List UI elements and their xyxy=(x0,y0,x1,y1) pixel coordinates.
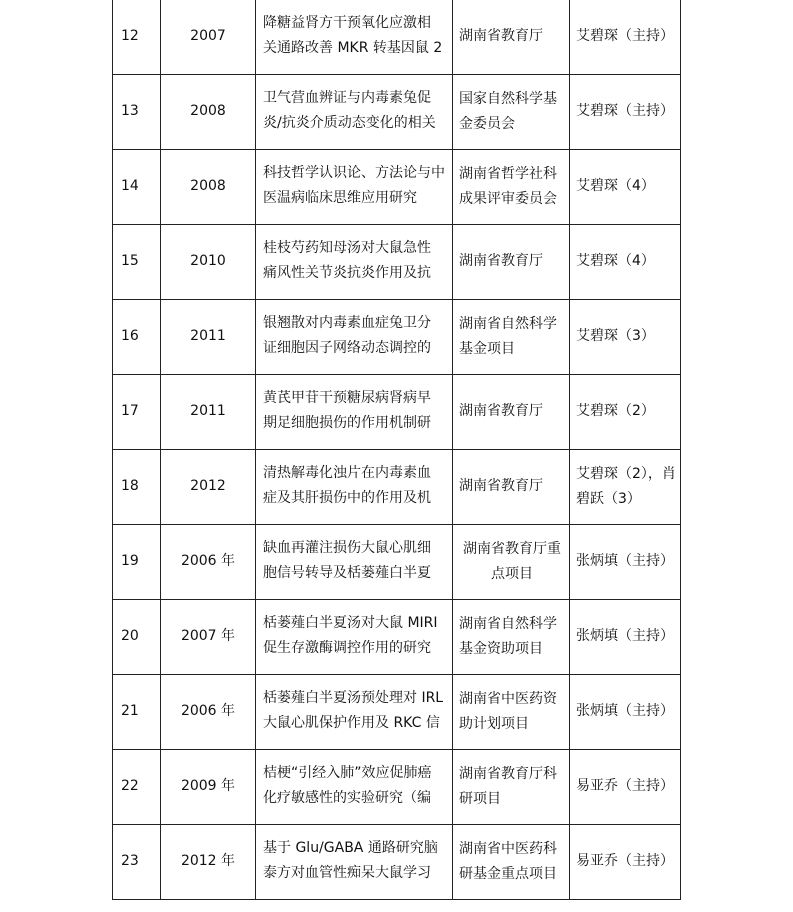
participant-text: 易亚乔（主持） xyxy=(576,778,674,794)
project-title-line: 关通路改善 MKR 转基因鼠 2 xyxy=(263,40,443,56)
cell-year: 2012 xyxy=(161,449,256,524)
table-row xyxy=(113,149,681,224)
project-title-line: 缺血再灌注损伤大鼠心肌细 xyxy=(263,539,431,556)
cell-participant xyxy=(570,224,681,299)
project-title-line: 促生存激酶调控作用的研究 xyxy=(263,639,431,656)
cell-number: 22 xyxy=(113,749,161,824)
cell-participant xyxy=(570,749,681,824)
project-title-line: 泰方对血管性痴呆大鼠学习 xyxy=(263,864,431,881)
cell-year: 2006 年 xyxy=(161,674,256,749)
project-title-line: 痛风性关节炎抗炎作用及抗 xyxy=(263,264,431,281)
table-row xyxy=(113,524,681,599)
cell-year: 2012 年 xyxy=(161,824,256,899)
cell-year: 2011 xyxy=(161,374,256,449)
table-row xyxy=(113,449,681,524)
funding-source-text: 湖南省中医药资助计划项目 xyxy=(459,690,557,732)
cell-number: 12 xyxy=(113,0,161,74)
cell-year: 2009 年 xyxy=(161,749,256,824)
cell-funding-source xyxy=(453,0,570,74)
cell-project-title xyxy=(256,224,453,299)
participant-text: 易亚乔（主持） xyxy=(576,853,674,869)
funding-source-text: 湖南省教育厅科研项目 xyxy=(459,765,557,807)
project-title-line: 桂枝芍药知母汤对大鼠急性 xyxy=(263,239,431,256)
participant-text: 艾碧琛（2） xyxy=(576,403,655,419)
project-title-line: 栝蒌薤白半夏汤对大鼠 MIRI xyxy=(263,614,438,631)
project-title-line: 胞信号转导及栝蒌薤白半夏 xyxy=(263,564,431,581)
cell-project-title xyxy=(256,74,453,149)
cell-project-title xyxy=(256,824,453,899)
cell-funding-source xyxy=(453,449,570,524)
cell-project-title xyxy=(256,299,453,374)
cell-participant xyxy=(570,74,681,149)
cell-number: 14 xyxy=(113,149,161,224)
cell-funding-source xyxy=(453,824,570,899)
cell-funding-source xyxy=(453,149,570,224)
funding-source-text: 湖南省教育厅重点项目 xyxy=(463,540,561,582)
table-row xyxy=(113,674,681,749)
cell-project-title xyxy=(256,0,453,74)
cell-year: 2008 xyxy=(161,74,256,149)
cell-project-title xyxy=(256,449,453,524)
project-title-line: 科技哲学认识论、方法论与中 xyxy=(263,164,445,181)
table-row xyxy=(113,749,681,824)
funding-source-text: 国家自然科学基金委员会 xyxy=(459,90,557,132)
cell-project-title xyxy=(256,674,453,749)
cell-participant xyxy=(570,374,681,449)
funding-source-text: 湖南省教育厅 xyxy=(459,253,543,269)
table-row xyxy=(113,824,681,899)
cell-number: 19 xyxy=(113,524,161,599)
project-title-line: 大鼠心肌保护作用及 RKC 信 xyxy=(263,714,440,731)
cell-funding-source xyxy=(453,599,570,674)
funding-source-text: 湖南省教育厅 xyxy=(459,28,543,45)
table-row xyxy=(113,0,681,74)
cell-year: 2007 年 xyxy=(161,599,256,674)
table-row xyxy=(113,224,681,299)
project-title-line: 化疗敏感性的实验研究（编 xyxy=(263,789,431,806)
participant-text: 艾碧琛（4） xyxy=(576,178,655,194)
project-title-line: 银翘散对内毒素血症兔卫分 xyxy=(263,314,431,331)
cell-participant xyxy=(570,599,681,674)
participant-text: 艾碧琛（3） xyxy=(576,328,655,344)
cell-funding-source xyxy=(453,749,570,824)
project-title-line: 证细胞因子网络动态调控的 xyxy=(263,339,431,356)
cell-number: 21 xyxy=(113,674,161,749)
cell-number: 23 xyxy=(113,824,161,899)
project-table xyxy=(112,0,681,900)
participant-text: 艾碧琛（4） xyxy=(576,253,655,269)
cell-number: 15 xyxy=(113,224,161,299)
project-title-line: 医温病临床思维应用研究 xyxy=(263,189,417,206)
participant-text: 张炳填（主持） xyxy=(576,628,674,644)
project-title-line: 栝蒌薤白半夏汤预处理对 IRL xyxy=(263,689,444,706)
cell-number: 18 xyxy=(113,449,161,524)
cell-participant xyxy=(570,674,681,749)
project-title-line: 降糖益肾方干预氧化应激相 xyxy=(263,15,431,31)
table-row xyxy=(113,74,681,149)
participant-text: 艾碧琛（主持） xyxy=(576,103,674,119)
cell-year: 2010 xyxy=(161,224,256,299)
cell-year: 2008 xyxy=(161,149,256,224)
table-row xyxy=(113,599,681,674)
cell-number: 13 xyxy=(113,74,161,149)
cell-number: 17 xyxy=(113,374,161,449)
participant-text: 艾碧琛（2），肖碧跃（3） xyxy=(576,465,676,507)
cell-funding-source xyxy=(453,524,570,599)
cell-number: 16 xyxy=(113,299,161,374)
project-title-line: 黄芪甲苷干预糖尿病肾病早 xyxy=(263,389,431,406)
cell-project-title xyxy=(256,749,453,824)
funding-source-text: 湖南省哲学社科成果评审委员会 xyxy=(459,165,557,207)
funding-source-text: 湖南省自然科学基金项目 xyxy=(459,315,557,357)
cell-funding-source xyxy=(453,74,570,149)
cell-participant xyxy=(570,0,681,74)
project-title-line: 桔梗“引经入肺”效应促肺癌 xyxy=(263,764,432,781)
funding-source-text: 湖南省教育厅 xyxy=(459,403,543,419)
cell-funding-source xyxy=(453,674,570,749)
cell-participant xyxy=(570,824,681,899)
cell-funding-source xyxy=(453,374,570,449)
cell-number: 20 xyxy=(113,599,161,674)
participant-text: 张炳填（主持） xyxy=(576,703,674,719)
participant-text: 张炳填（主持） xyxy=(576,553,674,569)
cell-project-title xyxy=(256,524,453,599)
cell-participant xyxy=(570,524,681,599)
project-title-line: 卫气营血辨证与内毒素兔促 xyxy=(263,89,431,106)
cell-project-title xyxy=(256,599,453,674)
cell-participant xyxy=(570,299,681,374)
table-row xyxy=(113,299,681,374)
project-title-line: 期足细胞损伤的作用机制研 xyxy=(263,414,431,431)
cell-participant xyxy=(570,449,681,524)
funding-source-text: 湖南省中医药科研基金重点项目 xyxy=(459,840,557,882)
project-title-line: 炎/抗炎介质动态变化的相关 xyxy=(263,114,436,131)
cell-funding-source xyxy=(453,224,570,299)
cell-year: 2007 xyxy=(161,0,256,74)
funding-source-text: 湖南省教育厅 xyxy=(459,478,543,494)
cell-project-title xyxy=(256,374,453,449)
participant-text: 艾碧琛（主持） xyxy=(576,28,674,45)
cell-participant xyxy=(570,149,681,224)
table-row xyxy=(113,374,681,449)
cell-year: 2011 xyxy=(161,299,256,374)
cell-project-title xyxy=(256,149,453,224)
project-title-line: 清热解毒化浊片在内毒素血 xyxy=(263,464,431,481)
project-title-line: 基于 Glu/GABA 通路研究脑 xyxy=(263,839,438,856)
cell-year: 2006 年 xyxy=(161,524,256,599)
funding-source-text: 湖南省自然科学基金资助项目 xyxy=(459,615,557,657)
cell-funding-source xyxy=(453,299,570,374)
table-body xyxy=(113,0,681,899)
project-title-line: 症及其肝损伤中的作用及机 xyxy=(263,489,431,506)
